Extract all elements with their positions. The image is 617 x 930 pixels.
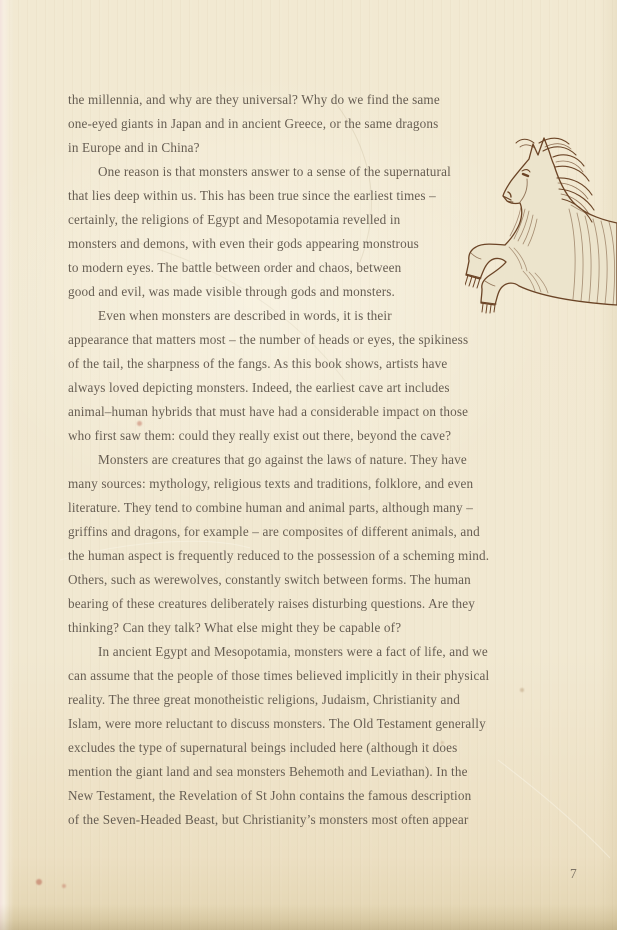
foxing-spot bbox=[36, 879, 42, 885]
text-line: good and evil, was made visible through gods and monsters. bbox=[68, 284, 395, 299]
text-line: griffins and dragons, for example – are composites of different animals, and bbox=[68, 524, 480, 539]
text-line: In ancient Egypt and Mesopotamia, monsters were a fact of life, and we bbox=[98, 644, 488, 659]
text-line: appearance that matters most – the number of heads or eyes, the spikiness bbox=[68, 332, 469, 347]
foxing-spot bbox=[137, 421, 142, 426]
text-line: bearing of these creatures deliberately raises disturbing questions. Are they bbox=[68, 596, 476, 611]
paragraph bbox=[68, 448, 548, 640]
paragraph bbox=[68, 640, 548, 832]
text-line: Islam, were more reluctant to discuss monsters. The Old Testament generally bbox=[68, 716, 486, 731]
text-line: Others, such as werewolves, constantly switch between forms. The human bbox=[68, 572, 471, 587]
page-number: 7 bbox=[570, 866, 578, 881]
text-line: literature. They tend to combine human and animal parts, although many – bbox=[68, 500, 473, 515]
text-line: certainly, the religions of Egypt and Mesopotamia revelled in bbox=[68, 212, 401, 227]
text-line: that lies deep within us. This has been true since the earliest times – bbox=[68, 188, 436, 203]
text-line: many sources: mythology, religious texts and traditions, folklore, and even bbox=[68, 476, 474, 491]
text-line: monsters and demons, with even their gods appearing monstrous bbox=[68, 236, 419, 251]
rearing-horse-illustration bbox=[465, 131, 617, 317]
text-line: of the Seven-Headed Beast, but Christianity’s monsters most often appear bbox=[68, 812, 469, 827]
text-line: mention the giant land and sea monsters Behemoth and Leviathan). In the bbox=[68, 764, 468, 779]
foxing-spot bbox=[441, 741, 444, 744]
foxing-spot bbox=[62, 884, 66, 888]
text-line: in Europe and in China? bbox=[68, 140, 200, 155]
text-line: excludes the type of supernatural beings included here (although it does bbox=[68, 740, 458, 755]
text-line: can assume that the people of those times believed implicitly in their physical bbox=[68, 668, 490, 683]
text-line: animal–human hybrids that must have had a considerable impact on those bbox=[68, 404, 469, 419]
paragraph bbox=[68, 304, 548, 448]
text-line: the human aspect is frequently reduced to the possession of a scheming mind. bbox=[68, 548, 490, 563]
text-line: to modern eyes. The battle between order and chaos, between bbox=[68, 260, 402, 275]
text-line: New Testament, the Revelation of St John contains the famous description bbox=[68, 788, 472, 803]
text-line: always loved depicting monsters. Indeed, the earliest cave art includes bbox=[68, 380, 450, 395]
foxing-spot bbox=[520, 688, 524, 692]
text-line: One reason is that monsters answer to a sense of the supernatural bbox=[98, 164, 451, 179]
text-line: one-eyed giants in Japan and in ancient Greece, or the same dragons bbox=[68, 116, 439, 131]
text-line: of the tail, the sharpness of the fangs. As this book shows, artists have bbox=[68, 356, 448, 371]
text-line: Monsters are creatures that go against the laws of nature. They have bbox=[98, 452, 467, 467]
text-line: Even when monsters are described in words, it is their bbox=[98, 308, 392, 323]
text-line: reality. The three great monotheistic religions, Judaism, Christianity and bbox=[68, 692, 460, 707]
text-line: thinking? Can they talk? What else might they be capable of? bbox=[68, 620, 402, 635]
text-line: who first saw them: could they really exist out there, beyond the cave? bbox=[68, 428, 452, 443]
page-bottom-edge bbox=[0, 904, 617, 930]
text-line: the millennia, and why are they universal? Why do we find the same bbox=[68, 92, 440, 107]
page-left-edge bbox=[0, 0, 14, 930]
